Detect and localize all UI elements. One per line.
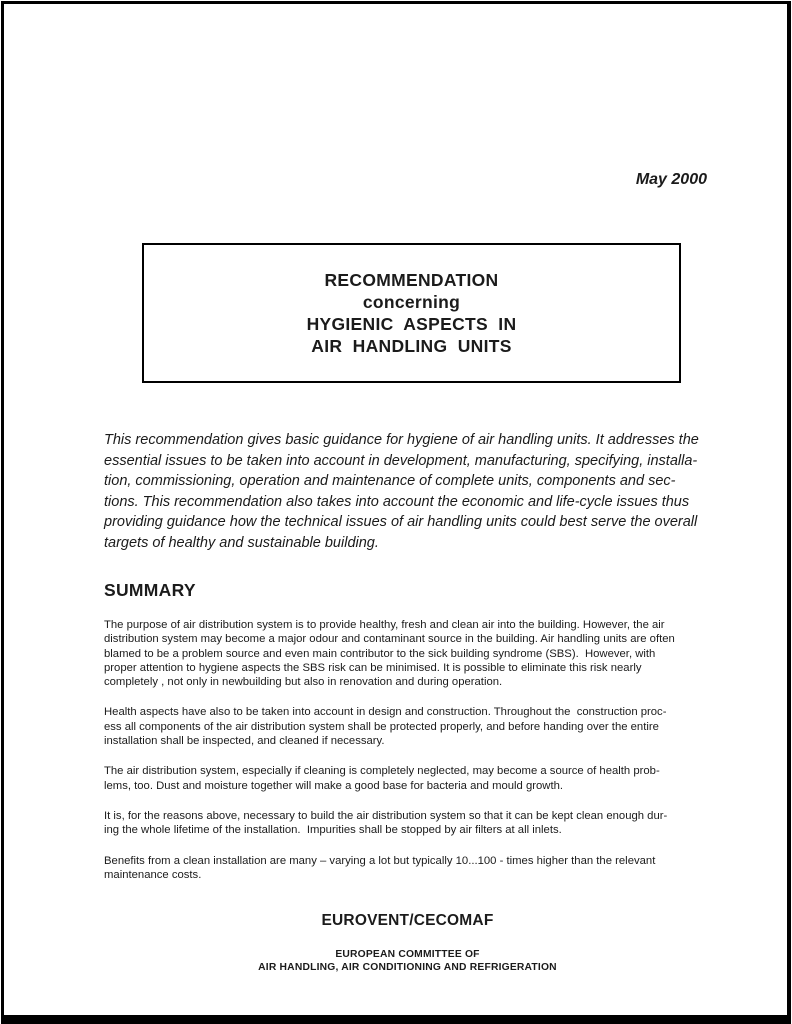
text-line: It is, for the reasons above, necessary to build the air distribution system so that it can be kept clean enough dur-	[104, 809, 668, 822]
text-line: AIR HANDLING UNITS	[311, 336, 512, 356]
text-line: providing guidance how the technical issues of air handling units could best serve the overall	[104, 514, 698, 530]
committee-name-line-1: EUROPEAN COMMITTEE OF	[335, 949, 480, 960]
committee-name	[104, 948, 711, 974]
text-line: lems, too. Dust and moisture together will make a good base for bacteria and mould growth.	[104, 779, 564, 792]
text-line: installation shall be inspected, and cleaned if necessary.	[104, 735, 385, 748]
text-line: blamed to be a problem source and even main contributor to the sick building syndrome (SBS). However, with	[104, 647, 656, 660]
document-date: May 2000	[635, 171, 707, 188]
text-line: This recommendation gives basic guidance for hygiene of air handling units. It addresses the	[104, 432, 699, 448]
text-line: tions. This recommendation also takes into account the economic and life-cycle issues thus	[104, 493, 690, 510]
text-line: The air distribution system, especially if cleaning is completely neglected, may become a source of health prob-	[104, 765, 660, 778]
summary-body	[104, 618, 729, 898]
text-line: proper attention to hygiene aspects the SBS risk can be minimised. It is possible to eliminate this risk nearly	[104, 661, 642, 674]
text-line: tion, commissioning, operation and maintenance of complete units, components and sec-	[104, 473, 676, 489]
paragraph	[104, 809, 729, 838]
text-line: maintenance costs.	[104, 868, 202, 881]
text-line: HYGIENIC ASPECTS IN	[306, 314, 517, 334]
text-line: essential issues to be taken into account in development, manufacturing, specifying, installa-	[104, 452, 698, 469]
text-line: Benefits from a clean installation are many – varying a lot but typically 10...100 - times higher than the relevant	[104, 854, 656, 867]
text-line: concerning	[362, 292, 461, 312]
paragraph	[104, 764, 729, 793]
text-line: The purpose of air distribution system is to provide healthy, fresh and clean air into the building. However, the air	[104, 619, 665, 631]
text-line: distribution system may become a major odour and contaminant source in the building. Air handling units are often	[104, 633, 675, 646]
text-line: targets of healthy and sustainable building.	[104, 534, 379, 551]
text-line: ing the whole lifetime of the installation. Impurities shall be stopped by air filters at all inlets.	[104, 824, 562, 837]
organization-name: EUROVENT/CECOMAF	[321, 912, 494, 929]
title-box	[142, 243, 681, 383]
paragraph	[104, 705, 729, 748]
paragraph	[104, 854, 729, 883]
abstract-paragraph	[104, 430, 729, 553]
summary-heading: SUMMARY	[104, 580, 196, 600]
text-line: completely , not only in newbuilding but also in renovation and during operation.	[104, 676, 503, 689]
paragraph	[104, 618, 729, 689]
text-line: Health aspects have also to be taken into account in design and construction. Throughout the construction proc-	[104, 706, 667, 719]
text-line: ess all components of the air distribution system shall be protected properly, and before handing over the entire	[104, 720, 659, 733]
text-line: RECOMMENDATION	[324, 270, 499, 290]
committee-name-line-2: AIR HANDLING, AIR CONDITIONING AND REFRIGERATION	[258, 962, 557, 973]
